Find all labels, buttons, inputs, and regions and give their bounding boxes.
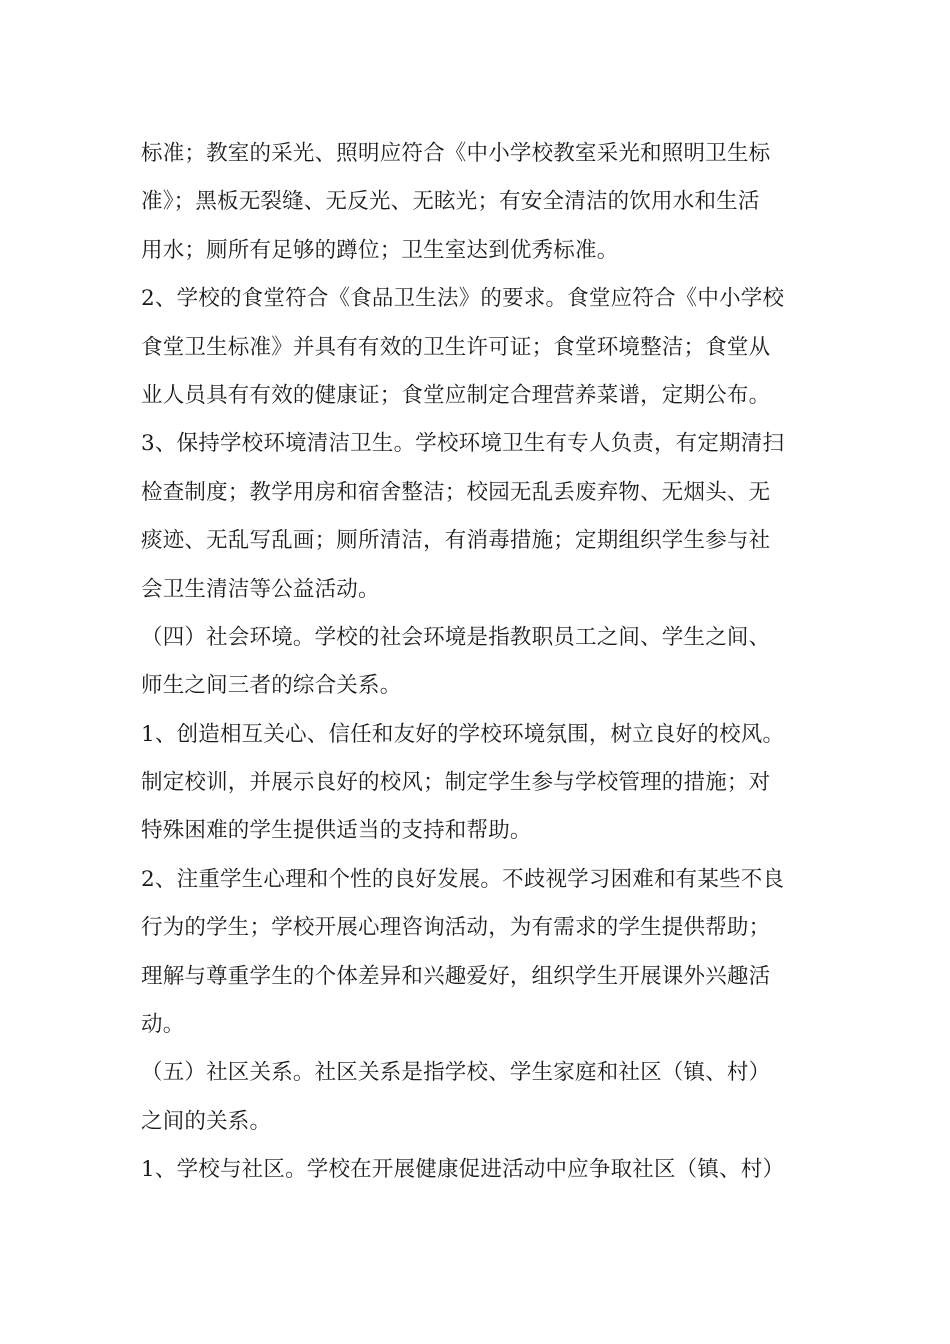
text-line: 痰迹、无乱写乱画；厕所清洁，有消毒措施；定期组织学生参与社 [141,528,771,554]
text-line: 食堂卫生标准》并具有有效的卫生许可证；食堂环境整洁；食堂从 [141,334,771,360]
text-line: 1、学校与社区。学校在开展健康促进活动中应争取社区（镇、村） [141,1157,785,1183]
text-line: 2、注重学生心理和个性的良好发展。不歧视学习困难和有某些不良 [141,866,785,892]
text-line: 标准；教室的采光、照明应符合《中小学校教室采光和照明卫生标 [141,141,771,166]
text-line: 会卫生清洁等公益活动。 [141,576,380,602]
text-line: 准》；黑板无裂缝、无反光、无眩光；有安全清洁的饮用水和生活 [141,189,760,215]
text-line: （五）社区关系。社区关系是指学校、学生家庭和社区（镇、村） [141,1060,771,1086]
text-line: 理解与尊重学生的个体差异和兴趣爱好，组织学生开展课外兴趣活 [141,963,771,989]
text-line: （四）社会环境。学校的社会环境是指教职员工之间、学生之间、 [141,624,771,650]
text-line: 动。 [141,1012,185,1038]
text-line: 制定校训，并展示良好的校风；制定学生参与学校管理的措施；对 [141,770,771,796]
text-line: 之间的关系。 [141,1108,272,1134]
text-line: 行为的学生；学校开展心理咨询活动，为有需求的学生提供帮助； [141,915,771,941]
text-line: 业人员具有有效的健康证；食堂应制定合理营养菜谱，定期公布。 [141,382,771,408]
text-line: 2、学校的食堂符合《食品卫生法》的要求。食堂应符合《中小学校 [141,286,785,312]
text-line: 检查制度；教学用房和宿舍整洁；校园无乱丢废弃物、无烟头、无 [141,479,771,505]
text-line: 3、保持学校环境清洁卫生。学校环境卫生有专人负责，有定期清扫 [141,431,785,457]
text-line: 用水；厕所有足够的蹲位；卫生室达到优秀标准。 [141,237,619,263]
text-line: 特殊困难的学生提供适当的支持和帮助。 [141,818,532,844]
document-body [141,130,813,1195]
text-line: 1、创造相互关心、信任和友好的学校环境氛围，树立良好的校风。 [141,721,785,747]
text-line: 师生之间三者的综合关系。 [141,673,402,699]
